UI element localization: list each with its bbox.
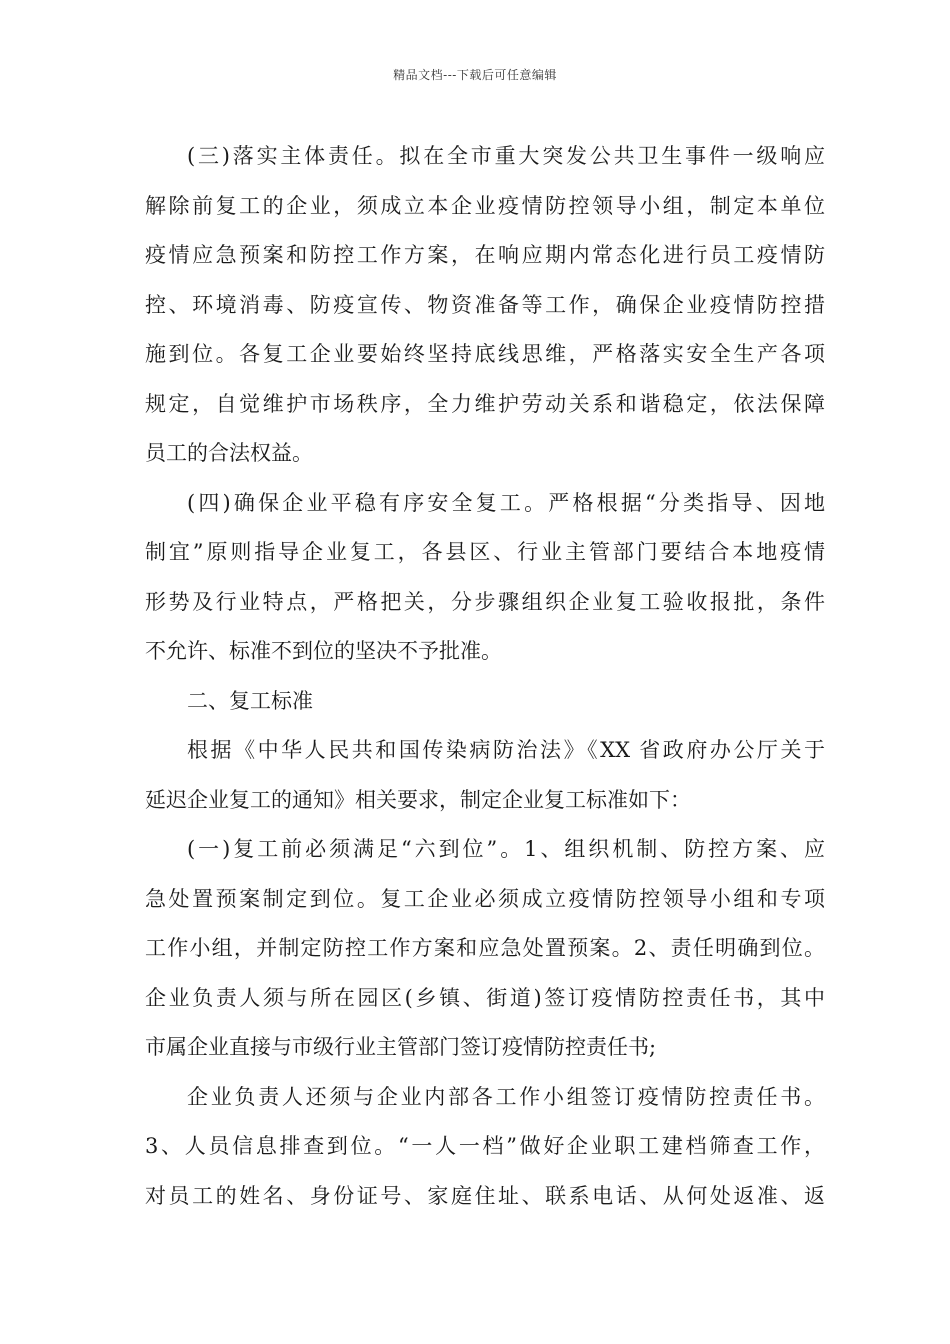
text-line: (三)落实主体责任。拟在全市重大突发公共卫生事件一级响应 [187, 144, 825, 168]
text-line: 3、人员信息排查到位。“一人一档”做好企业职工建档筛查工作， [145, 1134, 825, 1158]
text-line: 施到位。各复工企业要始终坚持底线思维，严格落实安全生产各项 [145, 342, 825, 366]
text-line: 控、环境消毒、防疫宣传、物资准备等工作，确保企业疫情防控措 [145, 292, 825, 317]
text-line: 员工的合法权益。 [145, 441, 313, 465]
text-line: 急处置预案制定到位。复工企业必须成立疫情防控领导小组和专项 [145, 886, 825, 911]
text-line: 企业负责人还须与企业内部各工作小组签订疫情防控责任书。 [187, 1084, 825, 1109]
document-body [145, 132, 825, 1221]
text-line: (一)复工前必须满足“六到位”。1、组织机制、防控方案、应 [187, 837, 825, 861]
text-line: 市属企业直接与市级行业主管部门签订疫情防控责任书; [145, 1035, 657, 1059]
text-line: 二、复工标准 [187, 688, 313, 713]
text-line: 工作小组，并制定防控工作方案和应急处置预案。2、责任明确到位。 [145, 936, 825, 960]
text-line: 疫情应急预案和防控工作方案，在响应期内常态化进行员工疫情防 [145, 243, 825, 267]
text-line: 制宜”原则指导企业复工，各县区、行业主管部门要结合本地疫情 [145, 540, 825, 564]
text-line: 企业负责人须与所在园区(乡镇、街道)签订疫情防控责任书，其中 [145, 985, 825, 1010]
text-line: 对员工的姓名、身份证号、家庭住址、联系电话、从何处返准、返 [145, 1183, 825, 1208]
text-line: 规定，自觉维护市场秩序，全力维护劳动关系和谐稳定，依法保障 [145, 391, 825, 416]
text-line: (四)确保企业平稳有序安全复工。严格根据“分类指导、因地 [187, 490, 825, 515]
text-line: 形势及行业特点，严格把关，分步骤组织企业复工验收报批，条件 [145, 589, 825, 614]
text-line: 延迟企业复工的通知》相关要求，制定企业复工标准如下： [145, 787, 691, 812]
text-line: 解除前复工的企业，须成立本企业疫情防控领导小组，制定本单位 [145, 193, 825, 218]
text-line: 根据《中华人民共和国传染病防治法》《XX 省政府办公厅关于 [187, 738, 825, 762]
page-header: 精品文档---下载后可任意编辑 [393, 68, 557, 82]
text-line: 不允许、标准不到位的坚决不予批准。 [145, 639, 502, 663]
